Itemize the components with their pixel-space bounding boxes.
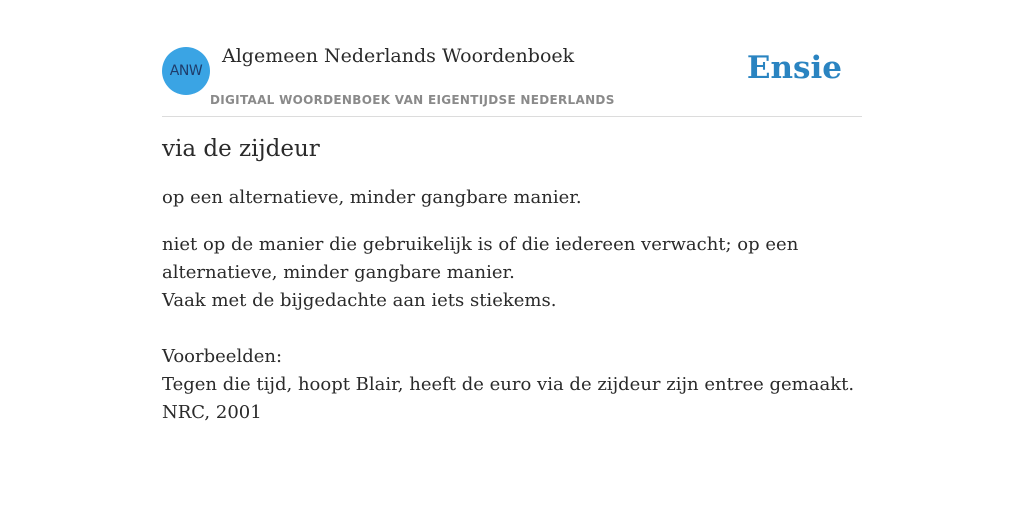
definition-line: niet op de manier die gebruikelijk is of die iedereen verwacht; op een bbox=[162, 234, 799, 255]
entry-term: via de zijdeur bbox=[162, 136, 320, 162]
anw-logo-text: ANW bbox=[169, 63, 203, 79]
definition-line: alternatieve, minder gangbare manier. bbox=[162, 262, 515, 283]
definition-line: Vaak met de bijgedachte aan iets stiekems. bbox=[162, 290, 557, 311]
spacer bbox=[162, 315, 862, 343]
examples-label: Voorbeelden: bbox=[162, 346, 283, 367]
site-title[interactable]: Algemeen Nederlands Woordenboek bbox=[222, 45, 575, 67]
long-definition bbox=[162, 231, 862, 427]
example-sentence: Tegen die tijd, hoopt Blair, heeft de euro via de zijdeur zijn entree gemaakt. bbox=[162, 374, 855, 395]
entry-content bbox=[162, 136, 862, 427]
header bbox=[162, 0, 862, 117]
site-subtitle: DIGITAAL WOORDENBOEK VAN EIGENTIJDSE NEDERLANDS bbox=[210, 93, 615, 107]
ensie-brand-logo[interactable]: Ensie bbox=[746, 50, 842, 86]
example-source: NRC, 2001 bbox=[162, 402, 262, 423]
anw-logo[interactable] bbox=[162, 47, 210, 95]
short-definition: op een alternatieve, minder gangbare manier. bbox=[162, 187, 582, 208]
